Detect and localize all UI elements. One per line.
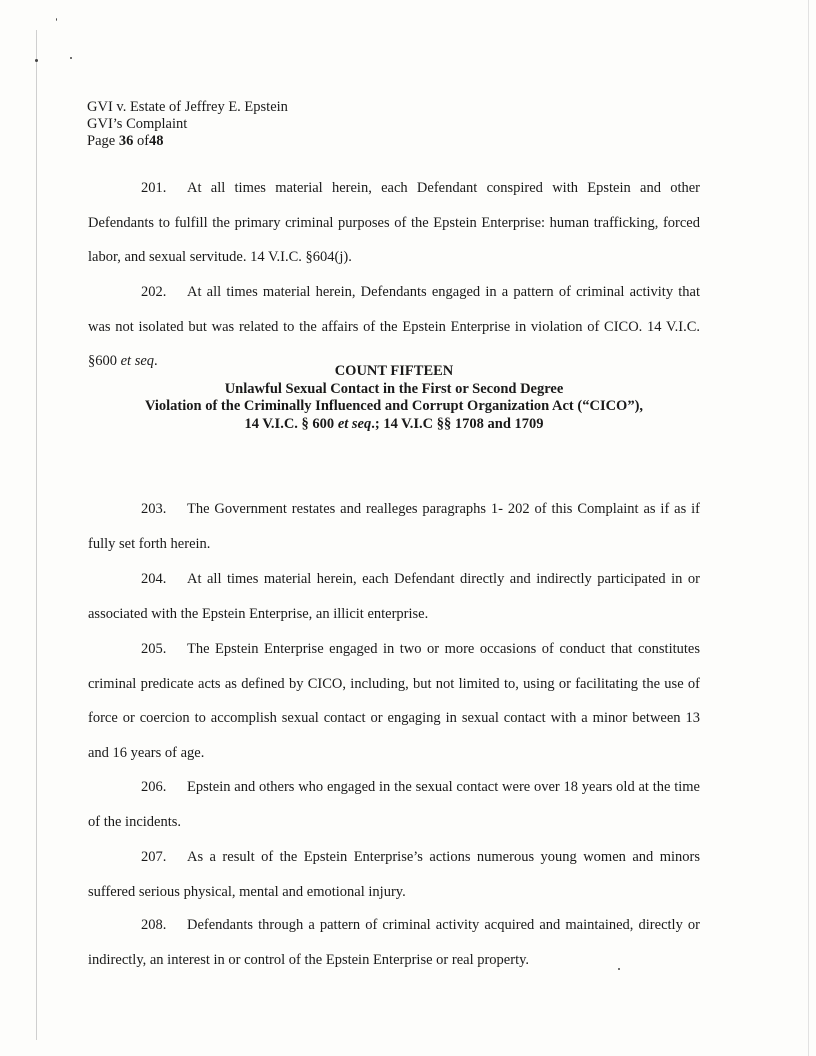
paragraph-text: Defendants through a pattern of criminal activity acquired and maintained, directly or indirectly, an interest in or control of the Epstein Enterprise or real property. bbox=[88, 917, 700, 968]
page-indicator bbox=[87, 133, 288, 150]
paragraph-text: Epstein and others who engaged in the sexual contact were over 18 years old at the time of the incidents. bbox=[88, 779, 700, 830]
paragraph-201 bbox=[88, 171, 700, 275]
paragraph-text: The Epstein Enterprise engaged in two or more occasions of conduct that constitutes criminal predicate acts as defined by CICO, including, but not limited to, using or facilitating the use of force or coercion to accomplish sexual contact or engaging in sexual contact with a minor between 13 and 16 years of age. bbox=[88, 641, 700, 761]
paragraph-text: As a result of the Epstein Enterprise’s actions numerous young women and minors suffered serious physical, mental and emotional injury. bbox=[88, 849, 700, 900]
count-statute-line: Violation of the Criminally Influenced and Corrupt Organization Act (“CICO”), bbox=[144, 398, 644, 414]
paragraph-number: 201. bbox=[141, 180, 167, 196]
paragraph-text: The Government restates and realleges paragraphs 1- 202 of this Complaint as if as if fully set forth herein. bbox=[88, 501, 700, 552]
scan-edge-line bbox=[808, 0, 809, 1056]
scan-speck bbox=[70, 57, 72, 59]
paragraph-204 bbox=[88, 562, 700, 631]
page-word: Page bbox=[87, 133, 116, 149]
count-subtitle: Unlawful Sexual Contact in the First or Second Degree bbox=[224, 380, 564, 397]
paragraph-number: 207. bbox=[141, 849, 167, 865]
paragraph-text: At all times material herein, each Defendant conspired with Epstein and other Defendants to fulfill the primary criminal purposes of the Epstein Enterprise: human trafficking, forced labor, and sexual servitude. 14 V.I.C. §604(j). bbox=[88, 180, 700, 265]
paragraph-number: 202. bbox=[141, 284, 167, 300]
case-title: GVI v. Estate of Jeffrey E. Epstein bbox=[87, 99, 288, 115]
document-title: GVI’s Complaint bbox=[87, 116, 188, 132]
paragraph-number: 206. bbox=[141, 779, 167, 795]
document-header bbox=[87, 99, 288, 150]
paragraph-number: 205. bbox=[141, 641, 167, 657]
count-citation-line bbox=[88, 416, 700, 434]
count-heading bbox=[88, 363, 700, 433]
citation-italic: et seq bbox=[337, 415, 372, 432]
paragraph-text: At all times material herein, each Defendant directly and indirectly participated in or associated with the Epstein Enterprise, an illicit enterprise. bbox=[88, 571, 700, 622]
paragraph-text-end: . bbox=[154, 353, 158, 369]
page-current: 36 bbox=[118, 133, 134, 149]
page-total: 48 bbox=[149, 133, 164, 149]
paragraph-206 bbox=[88, 770, 700, 839]
count-title: COUNT FIFTEEN bbox=[334, 363, 454, 379]
paragraph-number: 208. bbox=[141, 917, 167, 933]
scan-margin-line bbox=[36, 30, 37, 1040]
paragraph-203 bbox=[88, 492, 700, 561]
citation-before: 14 V.I.C. § 600 bbox=[244, 415, 338, 432]
scan-speck bbox=[56, 18, 57, 21]
paragraph-text: At all times material herein, Defendants engaged in a pattern of criminal activity that was not isolated but was related to the affairs of the Epstein Enterprise in violation of CICO. 14 V.I.C. §600 bbox=[88, 284, 700, 369]
citation-after: .; 14 V.I.C §§ 1708 and 1709 bbox=[371, 415, 544, 432]
paragraph-text-italic: et seq bbox=[120, 353, 155, 369]
paragraph-208 bbox=[88, 908, 700, 977]
page-of: of bbox=[136, 133, 150, 149]
paragraph-207 bbox=[88, 840, 700, 909]
paragraph-205 bbox=[88, 632, 700, 770]
scan-speck bbox=[35, 59, 38, 62]
paragraph-number: 203. bbox=[141, 501, 167, 517]
paragraph-number: 204. bbox=[141, 571, 167, 587]
